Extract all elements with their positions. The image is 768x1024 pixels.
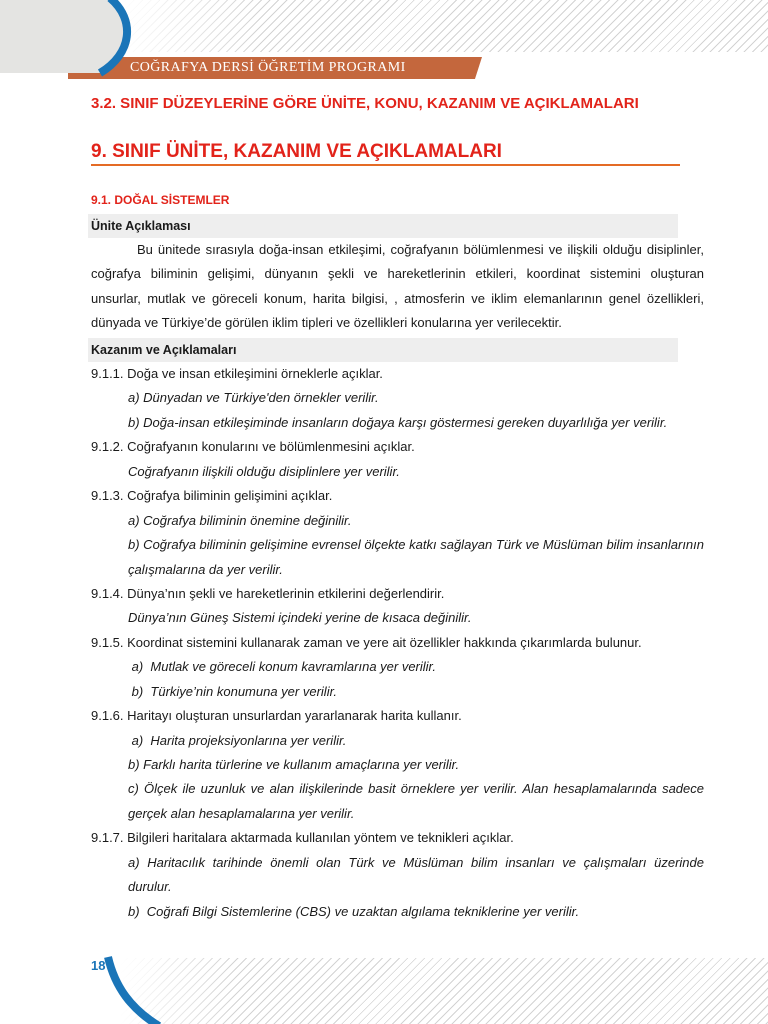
outcome-title: 9.1.4. Dünya’nın şekli ve hareketlerinin etkilerini değerlendirir. bbox=[91, 585, 445, 601]
outcome-title: 9.1.1. Doğa ve insan etkileşimini örneklerle açıklar. bbox=[91, 366, 383, 381]
outcome-title: 9.1.2. Coğrafyanın konularını ve bölümlenmesini açıklar. bbox=[91, 439, 415, 455]
outcome-title: 9.1.6. Haritayı oluşturan unsurlardan yararlanarak harita kullanır. bbox=[91, 708, 462, 724]
outcome-note: a) Harita projeksiyonlarına yer verilir. bbox=[128, 732, 347, 748]
grade-title-underline bbox=[91, 164, 680, 166]
outcome-note: Coğrafyanın ilişkili olduğu disiplinlere yer verilir. bbox=[128, 463, 400, 479]
unit-description-line: Bu ünitede sırasıyla doğa-insan etkileşimi, coğrafyanın bölümlenmesi ve ilişkili olduğu disiplinler, bbox=[137, 242, 704, 257]
outcome-note: b) Türkiye’nin konumuna yer verilir. bbox=[128, 683, 338, 699]
outcome-9-1-6 bbox=[91, 704, 704, 826]
outcome-note-continued: gerçek alan hesaplamalarına yer verilir. bbox=[128, 805, 355, 821]
unit-description-heading: Ünite Açıklaması bbox=[88, 214, 678, 238]
unit-description-line: unsurlar, mutlak ve göreceli konum, harita bilgisi, , atmosferin ve iklim elemanlarının genel özellikleri, bbox=[91, 290, 704, 306]
page-number: 18 bbox=[91, 958, 106, 973]
outcome-note: b) Coğrafya biliminin gelişimine evrensel ölçekte katkı sağlayan Türk ve Müslüman bilim insanlarının bbox=[128, 537, 704, 553]
outcome-9-1-4 bbox=[91, 582, 704, 631]
outcome-9-1-2 bbox=[91, 435, 704, 484]
outcome-note: b) Coğrafi Bilgi Sistemlerine (CBS) ve uzaktan algılama tekniklerine yer verilir. bbox=[128, 903, 580, 919]
footer-arc-decoration bbox=[95, 955, 175, 1024]
unit-description-text bbox=[91, 238, 704, 336]
outcomes-list bbox=[91, 362, 704, 924]
outcome-note: a) Mutlak ve göreceli konum kavramlarına yer verilir. bbox=[128, 659, 437, 675]
outcome-note: Dünya’nın Güneş Sistemi içindeki yerine de kısaca değinilir. bbox=[128, 610, 472, 626]
grade-title: 9. SINIF ÜNİTE, KAZANIM VE AÇIKLAMALARI bbox=[91, 141, 502, 162]
unit-title: 9.1. DOĞAL SİSTEMLER bbox=[91, 193, 230, 207]
unit-description-line: coğrafya biliminin gelişimi, dünyanın şekli ve hareketlerinin etkileri, koordinat sistemini oluşturan bbox=[91, 266, 704, 282]
outcome-note: a) Dünyadan ve Türkiye'den örnekler verilir. bbox=[128, 390, 379, 406]
outcome-9-1-5 bbox=[91, 631, 704, 704]
section-title: 3.2. SINIF DÜZEYLERİNE GÖRE ÜNİTE, KONU, KAZANIM VE AÇIKLAMALARI bbox=[91, 95, 639, 112]
outcome-note-continued: durulur. bbox=[128, 879, 172, 895]
outcome-title: 9.1.7. Bilgileri haritalara aktarmada kullanılan yöntem ve teknikleri açıklar. bbox=[91, 830, 514, 846]
outcome-title: 9.1.5. Koordinat sistemini kullanarak zaman ve yere ait özellikler hakkında çıkarımlarda bulunur. bbox=[91, 634, 642, 650]
outcome-note: a) Coğrafya biliminin önemine değinilir. bbox=[128, 512, 352, 528]
unit-description-line: dünyada ve Türkiye’de görülen iklim tipleri ve özellikleri konularına yer verilecektir. bbox=[91, 315, 562, 331]
header-hatch-pattern bbox=[118, 0, 768, 52]
outcome-note: b) Farklı harita türlerine ve kullanım amaçlarına yer verilir. bbox=[128, 757, 460, 772]
outcome-note-continued: çalışmalarına da yer verilir. bbox=[128, 561, 283, 577]
outcome-note: c) Ölçek ile uzunluk ve alan ilişkilerinde basit örneklere yer verilir. Alan hesaplamalarında sadece bbox=[128, 781, 704, 797]
outcomes-heading: Kazanım ve Açıklamaları bbox=[88, 338, 678, 362]
outcome-note: b) Doğa-insan etkileşiminde insanların doğaya karşı göstermesi gereken duyarlılığa yer verilir. bbox=[128, 414, 668, 430]
footer-hatch-pattern bbox=[120, 958, 768, 1024]
outcome-9-1-1 bbox=[91, 362, 704, 435]
outcome-title: 9.1.3. Coğrafya biliminin gelişimini açıklar. bbox=[91, 488, 333, 504]
outcome-note: a) Haritacılık tarihinde önemli olan Türk ve Müslüman bilim insanları ve çalışmaları üzerinde bbox=[128, 854, 704, 870]
outcome-9-1-7 bbox=[91, 826, 704, 924]
banner-title: COĞRAFYA DERSİ ÖĞRETİM PROGRAMI bbox=[130, 60, 406, 75]
outcome-9-1-3 bbox=[91, 484, 704, 582]
header-corner-decoration bbox=[0, 0, 140, 85]
